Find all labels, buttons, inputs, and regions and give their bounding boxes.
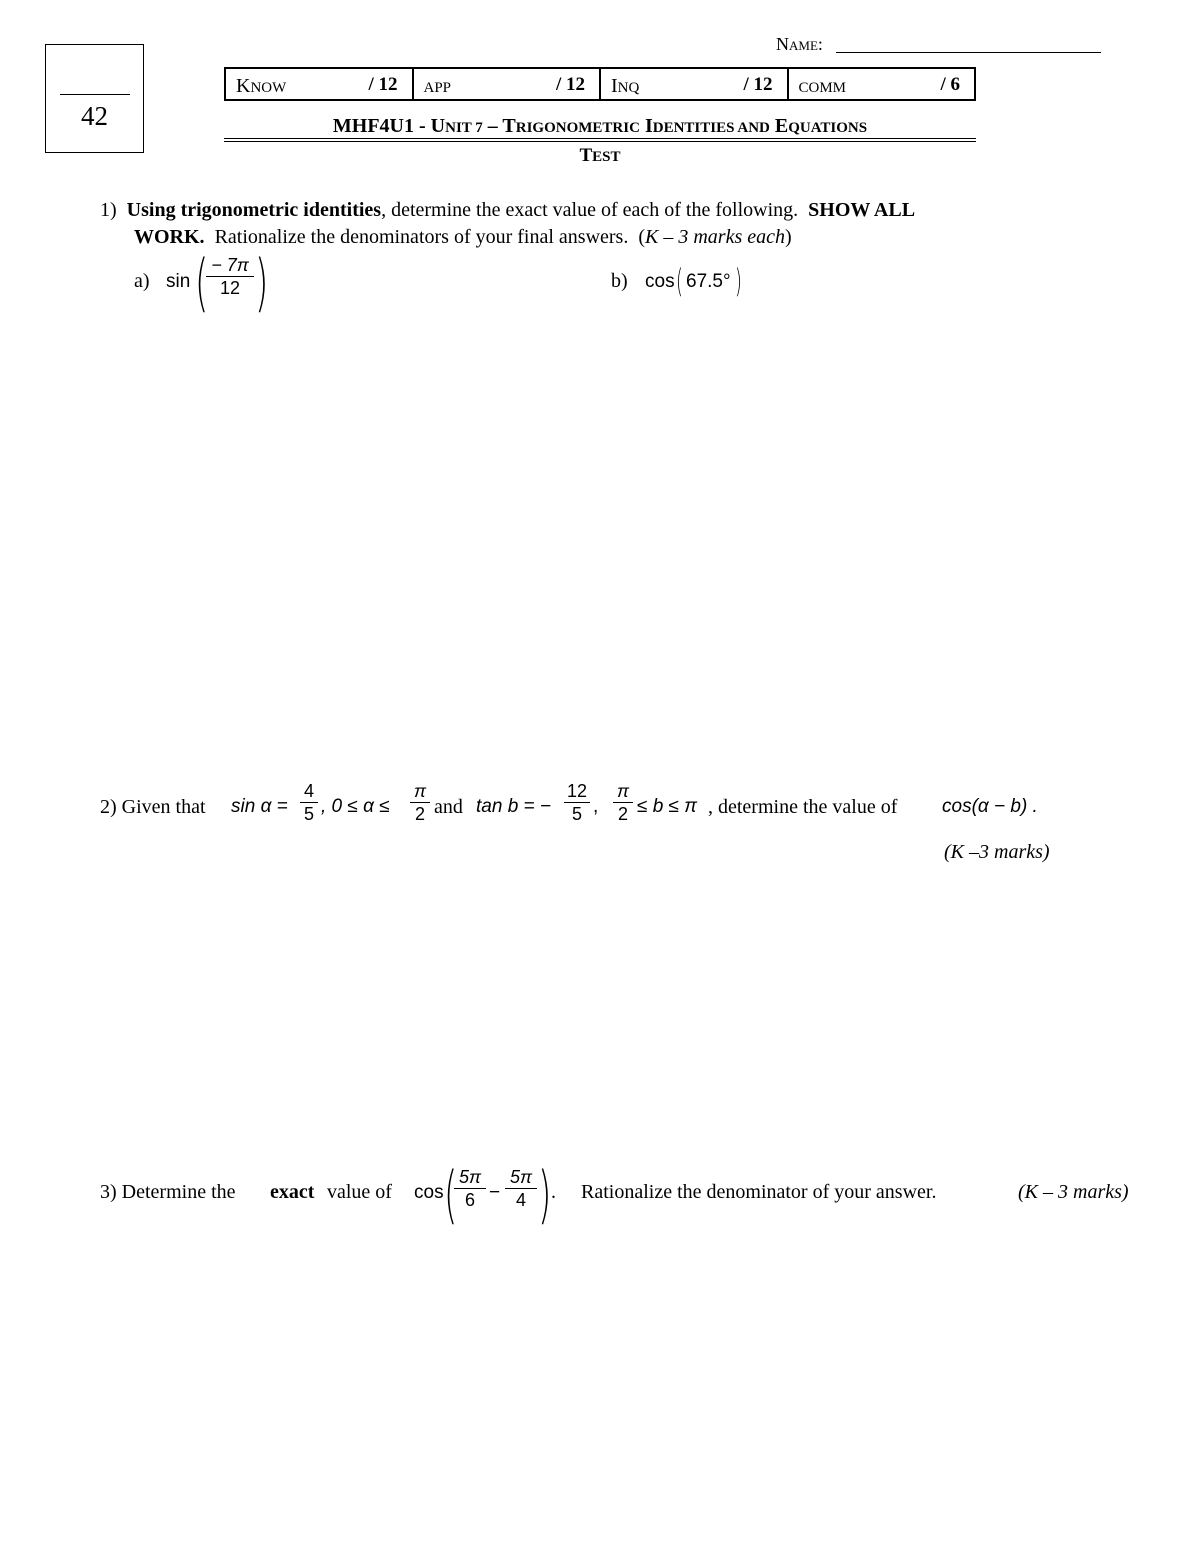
marks-label: INQ bbox=[611, 75, 640, 97]
question-number: 1) bbox=[100, 199, 117, 221]
marks-out-of: / 12 bbox=[368, 74, 398, 95]
marks-cell-know bbox=[226, 69, 414, 99]
fraction-denominator: 2 bbox=[414, 804, 425, 824]
paren-right-icon: ) bbox=[735, 262, 742, 300]
fraction-numerator: 4 bbox=[303, 781, 314, 801]
q2-sin-expr: sin α = bbox=[231, 796, 288, 817]
fraction-denominator: 5 bbox=[571, 804, 582, 824]
q2-comma: , bbox=[593, 796, 599, 817]
q3-fraction-1 bbox=[454, 1167, 486, 1210]
fraction-bar bbox=[613, 802, 633, 803]
score-box bbox=[45, 44, 144, 153]
q1-bold-lead: Using trigonometric identities bbox=[126, 199, 382, 221]
q1-marks: K – 3 marks each bbox=[645, 226, 785, 248]
q2-fraction-4 bbox=[613, 781, 633, 824]
q2-range-1: , 0 ≤ α ≤ bbox=[321, 796, 390, 817]
q1-bold-work: WORK. bbox=[134, 226, 205, 248]
marks-out-of: / 12 bbox=[555, 74, 585, 95]
q2-marks: (K –3 marks) bbox=[944, 841, 1050, 863]
q2-prefix: 2) Given that bbox=[100, 796, 206, 818]
paren-right-icon: ) bbox=[538, 1158, 552, 1231]
q2-target: cos(α − b) . bbox=[942, 796, 1038, 817]
q3-period: . bbox=[551, 1181, 556, 1203]
paren-left-icon: ( bbox=[195, 246, 209, 319]
fraction-bar bbox=[206, 276, 254, 277]
question-1-line-1 bbox=[100, 199, 915, 222]
paren-left-icon: ( bbox=[676, 262, 683, 300]
q2-and: and bbox=[434, 796, 463, 818]
score-total: 42 bbox=[81, 101, 108, 131]
fraction-denominator: 2 bbox=[617, 804, 628, 824]
marks-out-of: / 12 bbox=[743, 74, 773, 95]
fraction-denominator: 6 bbox=[464, 1190, 475, 1210]
marks-out-of: / 6 bbox=[940, 74, 960, 95]
fraction-numerator: 12 bbox=[566, 781, 588, 801]
name-label: NAME: bbox=[776, 34, 823, 54]
fraction-numerator: π bbox=[413, 781, 427, 801]
paren-left-icon: ( bbox=[444, 1158, 458, 1231]
fraction-bar bbox=[454, 1188, 486, 1189]
q1-instruction: Rationalize the denominators of your final answers. bbox=[214, 226, 629, 248]
paren-right-icon: ) bbox=[255, 246, 269, 319]
q1b-func: cos bbox=[645, 271, 675, 292]
q1b-label: b) bbox=[611, 270, 628, 292]
fraction-numerator: − 7π bbox=[211, 255, 249, 275]
marks-cell-comm bbox=[789, 69, 975, 99]
q3-minus: − bbox=[489, 1182, 501, 1203]
page-title: MHF4U1 - UNIT 7 – TRIGONOMETRIC IDENTITIES AND EQUATIONS bbox=[332, 115, 868, 137]
q1-bold-tail: SHOW ALL bbox=[808, 199, 916, 221]
fraction-bar bbox=[564, 802, 590, 803]
title-underline bbox=[224, 138, 976, 139]
fraction-bar bbox=[410, 802, 430, 803]
q3-instruction: Rationalize the denominator of your answer. bbox=[581, 1181, 937, 1203]
q3-fraction-2 bbox=[505, 1167, 537, 1210]
q1b-argument: 67.5° bbox=[686, 271, 731, 292]
marks-label: APP bbox=[423, 80, 452, 96]
question-1-line-2: WORK. Rationalize the denominators of your final answers. (K – 3 marks each) bbox=[134, 226, 792, 248]
q2-fraction-1 bbox=[300, 781, 318, 824]
q3-func: cos bbox=[414, 1182, 444, 1203]
q3-bold-exact: exact bbox=[270, 1181, 315, 1203]
q2-fraction-3 bbox=[564, 781, 590, 824]
q2-range-2: ≤ b ≤ π bbox=[637, 796, 697, 817]
name-blank-line[interactable] bbox=[836, 52, 1101, 53]
q1-text: , determine the exact value of each of the following. bbox=[381, 199, 799, 221]
q1a-fraction bbox=[206, 255, 254, 298]
q3-prefix: 3) Determine the bbox=[100, 1181, 236, 1203]
fraction-numerator: π bbox=[616, 781, 630, 801]
page-subtitle: TEST bbox=[579, 145, 621, 166]
marks-table bbox=[224, 67, 976, 101]
q2-determine: , determine the value of bbox=[708, 796, 898, 818]
q2-fraction-2 bbox=[410, 781, 430, 824]
marks-label: KNOW bbox=[236, 75, 287, 97]
q2-tan-expr: tan b = − bbox=[476, 796, 552, 817]
q1a-func: sin bbox=[166, 271, 191, 292]
fraction-numerator: 5π bbox=[458, 1167, 482, 1187]
q3-marks: (K – 3 marks) bbox=[1018, 1181, 1129, 1203]
marks-cell-inq bbox=[601, 69, 789, 99]
fraction-bar bbox=[505, 1188, 537, 1189]
marks-label: COMM bbox=[798, 80, 847, 96]
fraction-bar bbox=[300, 802, 318, 803]
fraction-denominator: 5 bbox=[303, 804, 314, 824]
title-underline bbox=[224, 141, 976, 142]
score-blank-line bbox=[60, 94, 130, 95]
q3-value-of: value of bbox=[327, 1181, 392, 1203]
fraction-numerator: 5π bbox=[509, 1167, 533, 1187]
q1a-label: a) bbox=[134, 270, 150, 292]
marks-cell-app bbox=[414, 69, 602, 99]
fraction-denominator: 12 bbox=[219, 278, 241, 298]
fraction-denominator: 4 bbox=[515, 1190, 526, 1210]
